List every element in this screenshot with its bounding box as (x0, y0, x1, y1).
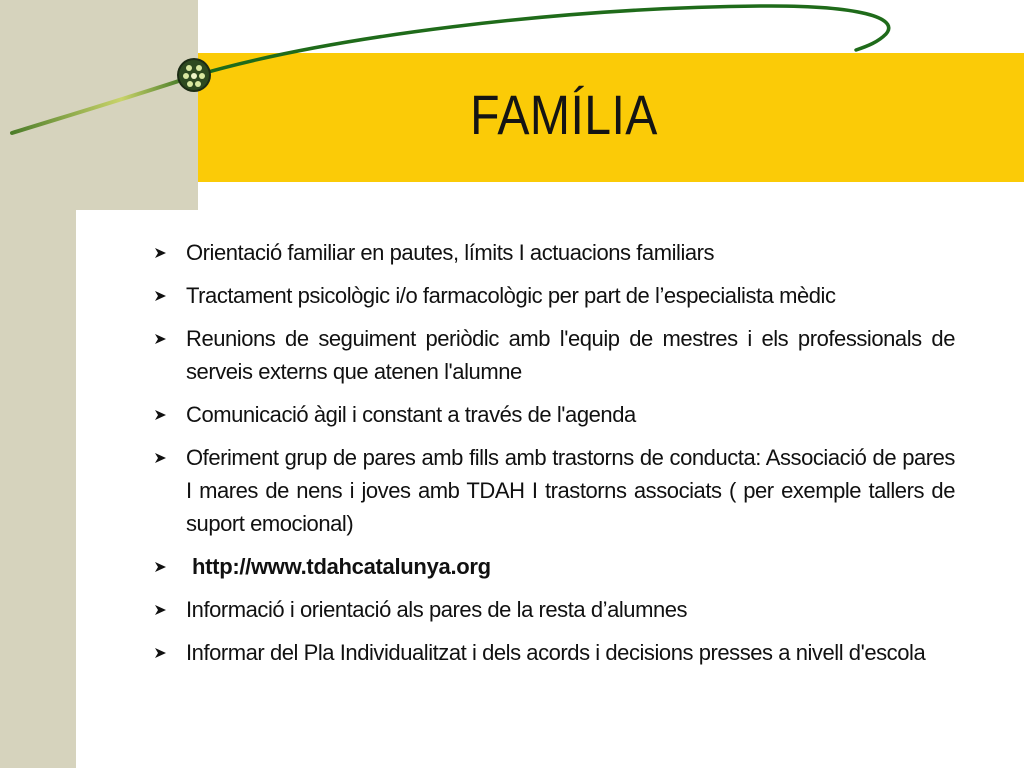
website-link[interactable]: http://www.tdahcatalunya.org (192, 554, 491, 579)
list-item (155, 398, 955, 431)
list-item (155, 322, 955, 388)
list-item (155, 636, 955, 669)
list-item (155, 550, 955, 583)
bullet-text: Informació i orientació als pares de la resta d’alumnes (186, 597, 688, 622)
bullet-text: Informar del Pla Individualitzat i dels acords i decisions presses a nivell d'escola (186, 640, 926, 665)
bullet-text: Reunions de seguiment periòdic amb l'equip de mestres i els professionals de serveis externs que atenen l'alumne (186, 326, 955, 384)
bullet-text: Comunicació àgil i constant a través de l'agenda (186, 402, 636, 427)
dotted-ball-icon (177, 58, 211, 92)
arrowhead-bullet-icon (155, 562, 166, 572)
arrowhead-bullet-icon (155, 648, 166, 658)
arrowhead-bullet-icon (155, 291, 166, 301)
list-item (155, 441, 955, 540)
list-item (155, 279, 955, 312)
bullet-list (155, 236, 955, 679)
bullet-text: Oferiment grup de pares amb fills amb trastorns de conducta: Associació de pares I mares de nens i joves amb TDAH I trastorns associats ( per exemple tallers de suport emocional) (186, 445, 955, 536)
arrowhead-bullet-icon (155, 605, 166, 615)
arrowhead-bullet-icon (155, 410, 166, 420)
slide-title: FAMÍLIA (470, 83, 658, 146)
list-item (155, 236, 955, 269)
arrowhead-bullet-icon (155, 453, 166, 463)
bullet-text: Tractament psicològic i/o farmacològic per part de l’especialista mèdic (186, 283, 836, 308)
arrowhead-bullet-icon (155, 334, 166, 344)
list-item (155, 593, 955, 626)
bullet-text: Orientació familiar en pautes, límits I actuacions familiars (186, 240, 715, 265)
arrowhead-bullet-icon (155, 248, 166, 258)
